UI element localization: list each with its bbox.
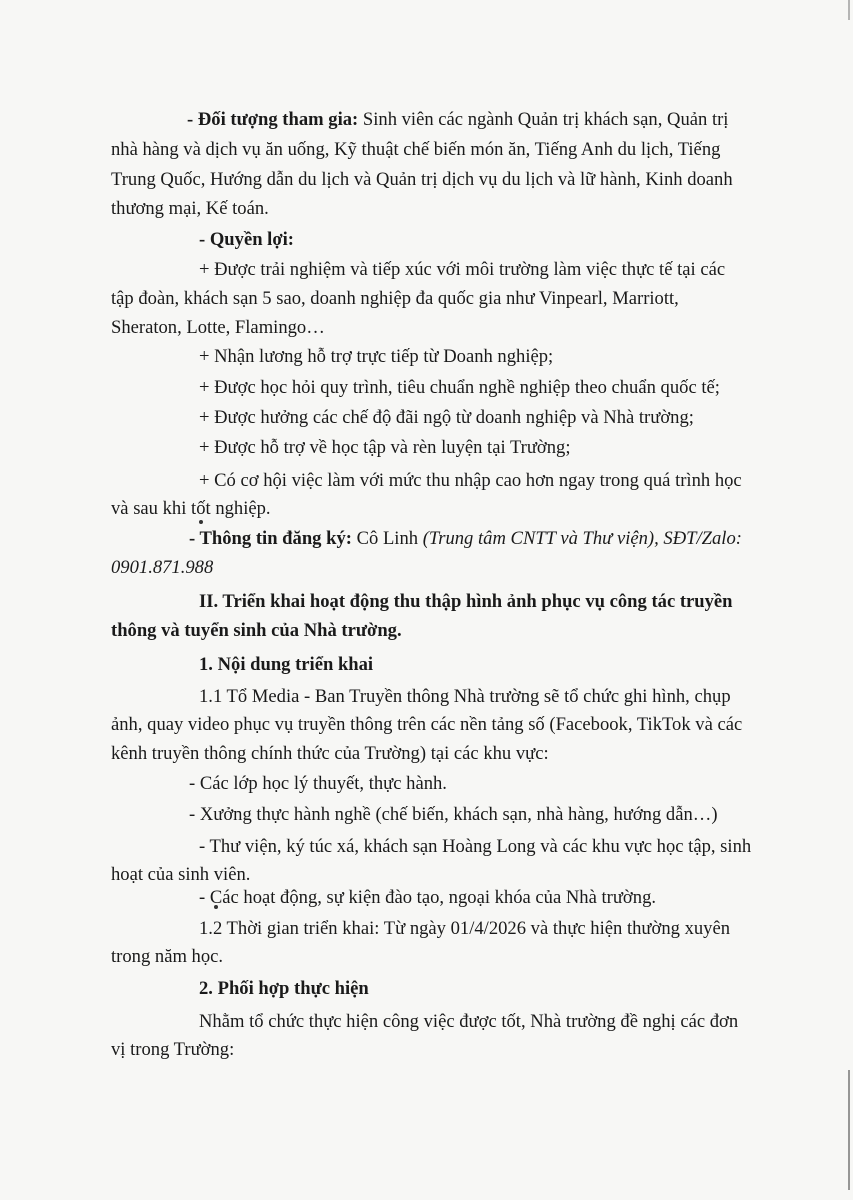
area-2: - Xưởng thực hành nghề (chế biến, khách sạn, nhà hàng, hướng dẫn…)	[189, 804, 718, 825]
area-1: - Các lớp học lý thuyết, thực hành.	[189, 773, 447, 794]
section2-title-2: thông và tuyển sinh của Nhà trường.	[111, 620, 402, 641]
register-name: Cô Linh	[356, 528, 419, 549]
section2-title-1: II. Triển khai hoạt động thu thập hình ảnh phục vụ công tác truyền	[199, 591, 733, 612]
register-line	[189, 527, 742, 551]
p11c: kênh truyền thông chính thức của Trường) tại các khu vực:	[111, 743, 549, 764]
area-3b: hoạt của sinh viên.	[111, 864, 251, 885]
benefit-2: + Nhận lương hỗ trợ trực tiếp từ Doanh nghiệp;	[199, 346, 554, 367]
sub1-title: 1. Nội dung triển khai	[199, 654, 374, 675]
benefit-6b: và sau khi tốt nghiệp.	[111, 498, 271, 519]
scan-edge-mark-1	[848, 0, 850, 20]
benefit-1a: + Được trải nghiệm và tiếp xúc với môi trường làm việc thực tế tại các	[199, 259, 726, 280]
area-4: - Các hoạt động, sự kiện đào tạo, ngoại khóa của Nhà trường.	[199, 887, 657, 908]
eligible-text-2: nhà hàng và dịch vụ ăn uống, Kỹ thuật chế biến món ăn, Tiếng Anh du lịch, Tiếng	[111, 139, 721, 160]
area-3a: - Thư viện, ký túc xá, khách sạn Hoàng Long và các khu vực học tập, sinh	[199, 836, 752, 857]
p2a: Nhằm tổ chức thực hiện công việc được tốt, Nhà trường đề nghị các đơn	[199, 1011, 739, 1032]
p12a: 1.2 Thời gian triển khai: Từ ngày 01/4/2026 và thực hiện thường xuyên	[199, 918, 731, 939]
scan-edge-mark-2	[848, 1070, 850, 1190]
eligible-text-4: thương mại, Kế toán.	[111, 198, 269, 219]
benefit-6a: + Có cơ hội việc làm với mức thu nhập cao hơn ngay trong quá trình học	[199, 470, 742, 491]
benefit-1b: tập đoàn, khách sạn 5 sao, doanh nghiệp đa quốc gia như Vinpearl, Marriott,	[111, 288, 679, 309]
benefits-label: - Quyền lợi:	[199, 229, 295, 250]
benefit-3: + Được học hỏi quy trình, tiêu chuẩn nghề nghiệp theo chuẩn quốc tế;	[199, 377, 720, 398]
eligible-text-1: Sinh viên các ngành Quản trị khách sạn, Quản trị	[362, 109, 729, 130]
register-detail: (Trung tâm CNTT và Thư viện), SĐT/Zalo:	[422, 528, 742, 549]
benefit-4: + Được hưởng các chế độ đãi ngộ từ doanh nghiệp và Nhà trường;	[199, 407, 694, 428]
eligible-line-1	[187, 108, 767, 132]
p11a: 1.1 Tổ Media - Ban Truyền thông Nhà trường sẽ tổ chức ghi hình, chụp	[199, 686, 731, 707]
ink-dot	[199, 520, 203, 524]
benefit-1c: Sheraton, Lotte, Flamingo…	[111, 317, 325, 338]
benefit-5: + Được hỗ trợ về học tập và rèn luyện tại Trường;	[199, 437, 571, 458]
eligible-label: - Đối tượng tham gia:	[187, 109, 359, 130]
p11b: ảnh, quay video phục vụ truyền thông trên các nền tảng số (Facebook, TikTok và các	[111, 714, 743, 735]
sub2-title: 2. Phối hợp thực hiện	[199, 978, 369, 999]
register-label: - Thông tin đăng ký:	[189, 528, 352, 549]
register-phone: 0901.871.988	[111, 557, 214, 578]
eligible-text-3: Trung Quốc, Hướng dẫn du lịch và Quản trị dịch vụ du lịch và lữ hành, Kinh doanh	[111, 169, 733, 190]
p12b: trong năm học.	[111, 946, 224, 967]
p2b: vị trong Trường:	[111, 1039, 235, 1060]
